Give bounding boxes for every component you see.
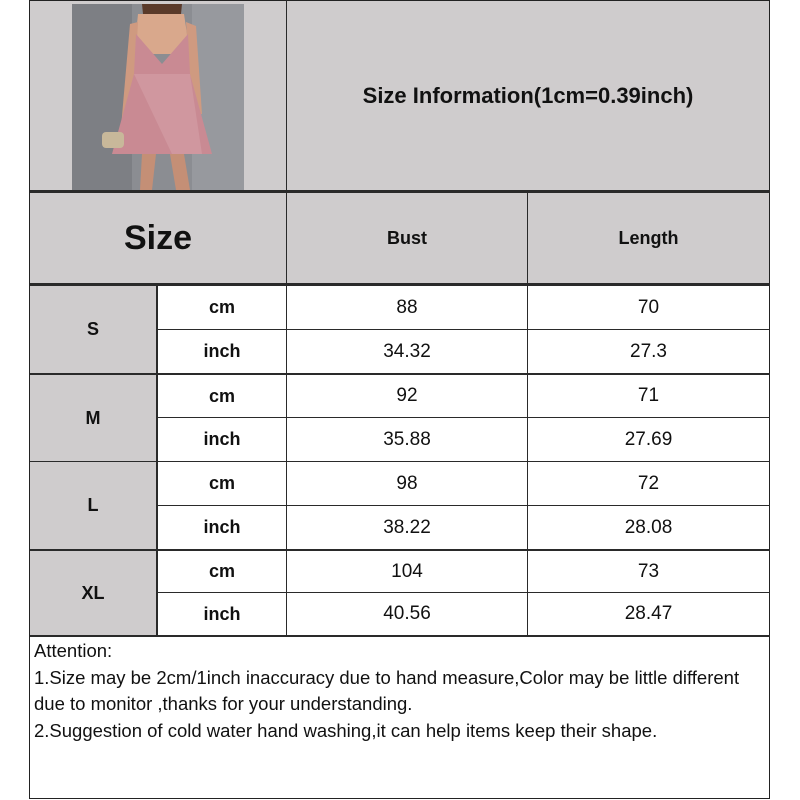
length-value bbox=[528, 551, 769, 592]
divider bbox=[30, 283, 770, 286]
length-cm-value: 71 bbox=[637, 385, 660, 406]
divider bbox=[30, 190, 770, 193]
bust-cm-value: 98 bbox=[396, 472, 418, 494]
length-value bbox=[528, 375, 769, 417]
bust-value bbox=[287, 506, 527, 549]
size-information-title: Size Information(1cm=0.39inch) bbox=[362, 82, 694, 108]
length-value bbox=[528, 330, 769, 373]
length-inch-value: 28.47 bbox=[624, 603, 673, 624]
unit-label: inch bbox=[203, 517, 241, 537]
length-inch-value: 28.08 bbox=[624, 516, 673, 538]
bust-value bbox=[287, 593, 527, 635]
length-header-label: Length bbox=[618, 227, 679, 248]
unit-label: cm bbox=[208, 473, 235, 493]
bust-value bbox=[287, 330, 527, 373]
bust-cm-value: 104 bbox=[391, 560, 423, 582]
divider bbox=[156, 417, 770, 418]
table-row bbox=[158, 593, 286, 635]
bust-inch-value: 38.22 bbox=[383, 516, 431, 538]
divider bbox=[156, 329, 770, 330]
table-row bbox=[158, 375, 286, 417]
table-row bbox=[158, 462, 286, 505]
bust-inch-value: 34.32 bbox=[383, 340, 431, 362]
length-column-header bbox=[528, 193, 769, 283]
divider bbox=[286, 0, 287, 190]
bust-inch-value: 35.88 bbox=[383, 428, 431, 450]
unit-label: cm bbox=[208, 385, 235, 406]
divider bbox=[527, 193, 528, 635]
bust-value bbox=[287, 286, 527, 329]
size-cell-m bbox=[30, 375, 156, 461]
bust-cm-value: 92 bbox=[396, 385, 418, 406]
unit-label: inch bbox=[203, 603, 241, 624]
divider bbox=[30, 635, 770, 637]
bust-value bbox=[287, 551, 527, 592]
size-label: L bbox=[87, 495, 99, 515]
size-label: S bbox=[86, 319, 99, 339]
divider bbox=[30, 549, 770, 551]
page-title bbox=[287, 1, 769, 190]
bust-header-label: Bust bbox=[387, 227, 427, 248]
attention-notes bbox=[34, 638, 764, 744]
divider bbox=[156, 592, 770, 593]
divider bbox=[30, 373, 770, 375]
product-photo bbox=[72, 4, 244, 190]
size-header-label: Size bbox=[123, 218, 193, 257]
table-row bbox=[158, 286, 286, 329]
length-inch-value: 27.69 bbox=[624, 428, 673, 450]
bust-column-header bbox=[287, 193, 527, 283]
size-label: M bbox=[85, 407, 101, 428]
bust-value bbox=[287, 418, 527, 461]
bust-cm-value: 88 bbox=[396, 296, 418, 318]
length-value bbox=[528, 506, 769, 549]
unit-label: cm bbox=[208, 297, 235, 317]
length-value bbox=[528, 286, 769, 329]
bust-inch-value: 40.56 bbox=[383, 603, 431, 624]
length-cm-value: 72 bbox=[637, 472, 660, 494]
attention-note-2: 2.Suggestion of cold water hand washing,it can help items keep their shape. bbox=[34, 719, 658, 741]
size-cell-xl bbox=[30, 551, 156, 635]
size-cell-l bbox=[30, 462, 156, 549]
table-row bbox=[158, 418, 286, 461]
length-value bbox=[528, 462, 769, 505]
length-cm-value: 73 bbox=[637, 560, 660, 582]
attention-heading: Attention: bbox=[34, 640, 113, 661]
bust-value bbox=[287, 462, 527, 505]
table-row bbox=[158, 330, 286, 373]
size-column-header bbox=[30, 193, 286, 283]
unit-label: cm bbox=[208, 561, 235, 581]
unit-label: inch bbox=[203, 341, 241, 361]
attention-note-1: 1.Size may be 2cm/1inch inaccuracy due to hand measure,Color may be little different due to monitor ,thanks for your understanding. bbox=[34, 666, 745, 714]
length-cm-value: 70 bbox=[637, 296, 660, 318]
table-row bbox=[158, 551, 286, 592]
divider bbox=[156, 505, 770, 506]
unit-label: inch bbox=[203, 429, 241, 449]
divider bbox=[286, 193, 287, 635]
length-value bbox=[528, 418, 769, 461]
length-value bbox=[528, 593, 769, 635]
length-inch-value: 27.3 bbox=[630, 340, 667, 362]
size-label: XL bbox=[81, 582, 105, 603]
bust-value bbox=[287, 375, 527, 417]
divider bbox=[156, 286, 158, 635]
dress-model-image bbox=[72, 4, 244, 190]
size-cell-s bbox=[30, 286, 156, 373]
table-row bbox=[158, 506, 286, 549]
divider bbox=[30, 461, 770, 462]
